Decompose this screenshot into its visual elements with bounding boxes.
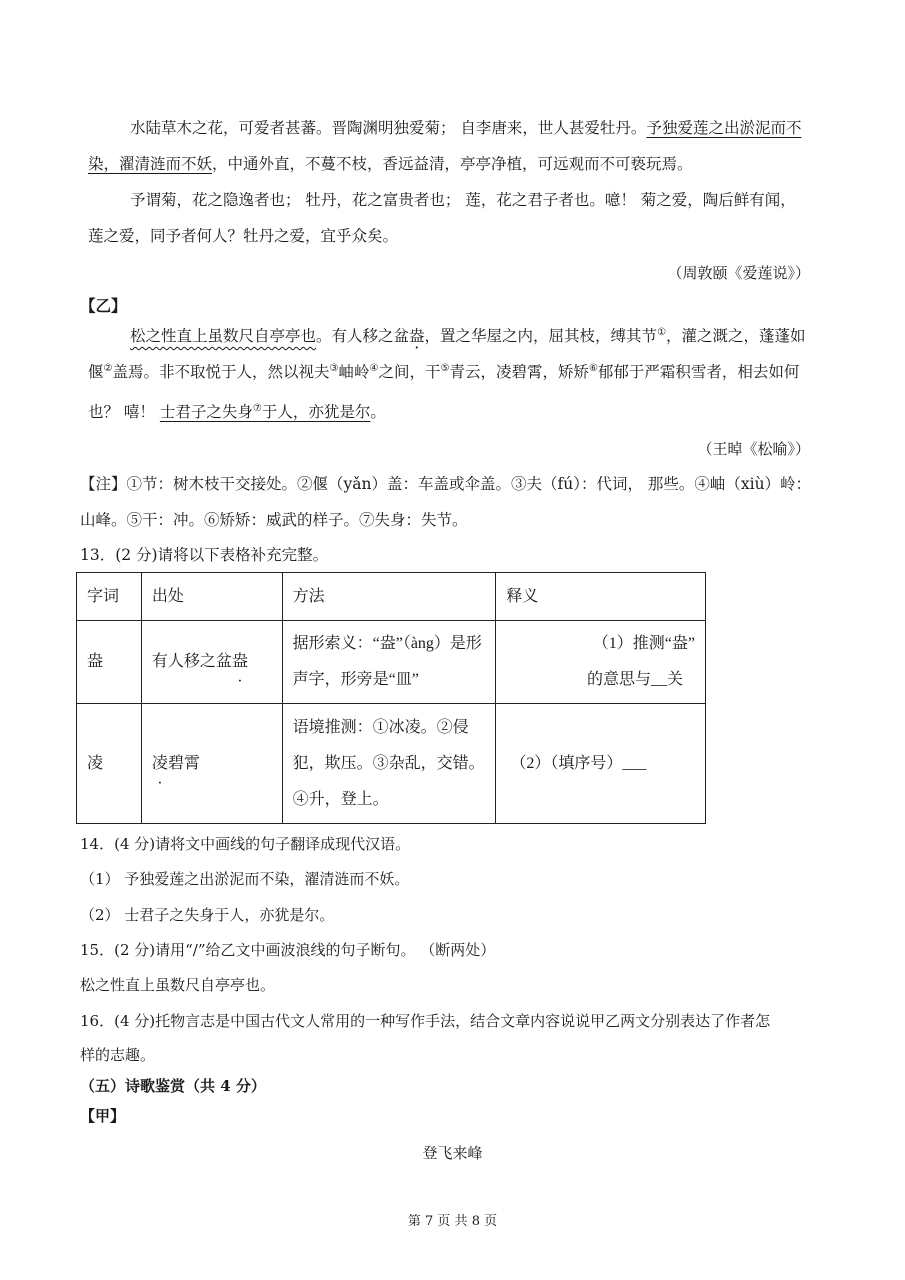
table-row bbox=[77, 704, 706, 824]
row2-source bbox=[141, 704, 282, 824]
row1-method: 据形索义：“盎”（àng）是形声字，形旁是“皿” bbox=[282, 621, 496, 704]
yi-wavy-sentence: 松之性直上虽数尺自亭亭也 bbox=[130, 327, 317, 345]
q16-line-1: 16．(4 分)托物言志是中国古代文人常用的一种写作手法，结合文章内容说说甲乙两文分别表达了作者怎 bbox=[80, 1012, 771, 1030]
row2-method: 语境推测：①冰凌。②侵犯，欺压。③杂乱，交错。④升，登上。 bbox=[282, 704, 496, 824]
row2-word: 凌 bbox=[77, 704, 142, 824]
row2-source-text: 碧霄 bbox=[167, 754, 200, 772]
jia-header: 【甲】 bbox=[80, 1107, 126, 1125]
note-ref-6: ⑥ bbox=[588, 363, 598, 374]
yi-line-2 bbox=[88, 362, 799, 382]
note-ref-1: ① bbox=[657, 327, 667, 338]
yi-line-1-b: ，置之华屋之内，屈其枝，缚其节 bbox=[424, 327, 658, 345]
q15-prompt: 15．(2 分)请用“/”给乙文中画波浪线的句子断句。 （断两处） bbox=[80, 941, 496, 959]
note-ref-7: ⑦ bbox=[252, 403, 262, 414]
jia-line-4: 莲之爱，同予者何人？牡丹之爱，宜乎众矣。 bbox=[88, 227, 399, 245]
header-meaning: 释义 bbox=[496, 573, 706, 621]
poem-title: 登飞来峰 bbox=[422, 1144, 483, 1162]
yi-line-2-c: 岫岭 bbox=[338, 363, 370, 381]
section-5-heading: （五）诗歌鉴赏（共 4 分） bbox=[80, 1077, 266, 1095]
row1-source-dotted: 盎 bbox=[231, 653, 248, 670]
note-ref-2: ② bbox=[103, 363, 113, 374]
q14-item-2: （2） 士君子之失身于人，亦犹是尔。 bbox=[80, 906, 335, 924]
row2-source-dotted: 凌 bbox=[151, 754, 168, 772]
q15-sentence: 松之性直上虽数尺自亭亭也。 bbox=[80, 976, 276, 994]
yi-underlined-part2: 于人，亦犹是尔 bbox=[261, 403, 371, 421]
yi-line-2-e: 青云，凌碧霄，矫矫 bbox=[449, 363, 589, 381]
yi-line-2-a: 偃 bbox=[88, 363, 104, 381]
yi-line-1-a: 。有人移之盆 bbox=[316, 327, 410, 345]
row1-meaning bbox=[496, 621, 706, 704]
jia-line-2 bbox=[88, 154, 693, 174]
yi-line-2-f: 郁郁于严霜积雪者，相去如何 bbox=[597, 363, 800, 381]
row1-word: 盎 bbox=[77, 621, 142, 704]
notes-line-2: 山峰。⑤干：冲。⑥矫矫：威武的样子。⑦失身：失节。 bbox=[80, 511, 468, 529]
page-footer: 第 7 页 共 8 页 bbox=[407, 1214, 498, 1229]
jia-source: （周敦颐《爱莲说》） bbox=[667, 264, 810, 282]
row1-meaning-line2: 的意思与__关 bbox=[586, 671, 683, 688]
jia-underlined-sentence-part2: 染，濯清涟而不妖 bbox=[88, 155, 213, 173]
q13-prompt: 13．(2 分)请将以下表格补充完整。 bbox=[80, 546, 329, 564]
row2-meaning: （2）（填序号）___ bbox=[496, 704, 706, 824]
jia-line-1-text: 水陆草木之花，可爱者甚蕃。晋陶渊明独爱菊； 自李唐来，世人甚爱牡丹。 bbox=[130, 119, 647, 137]
yi-line-2-b: 盖焉。非不取悦于人，然以视夫 bbox=[112, 363, 330, 381]
q16-line-2: 样的志趣。 bbox=[80, 1046, 156, 1064]
yi-line-1-c: ，灌之溉之，蓬蓬如 bbox=[666, 327, 806, 345]
notes-line-1: 【注】①节：树木枝干交接处。②偃（yǎn）盖：车盖或伞盖。③夫（fú）：代词， 那些。④岫（xiù）岭： bbox=[80, 475, 812, 493]
q14-item-1: （1） 予独爱莲之出淤泥而不染，濯清涟而不妖。 bbox=[80, 870, 410, 888]
yi-source: （王晫《松喻》） bbox=[697, 440, 810, 458]
yi-line-2-d: 之间，干 bbox=[378, 363, 441, 381]
yi-underlined-sentence bbox=[160, 403, 371, 421]
header-word: 字词 bbox=[77, 573, 142, 621]
table-row bbox=[77, 621, 706, 704]
jia-line-2-text: ，中通外直，不蔓不枝，香远益清，亭亭净植，可远观而不可亵玩焉。 bbox=[212, 155, 693, 173]
yi-line-3-a: 也？ 嘻！ bbox=[88, 403, 160, 421]
row1-source bbox=[141, 621, 282, 704]
row1-source-text: 有人移之盆 bbox=[151, 653, 232, 670]
yi-underlined-part1: 士君子之失身 bbox=[159, 403, 253, 421]
row1-meaning-line1: （1）推测“盎” bbox=[592, 635, 695, 652]
yi-line-3-end: 。 bbox=[370, 403, 386, 421]
jia-line-3: 予谓菊，花之隐逸者也； 牡丹，花之富贵者也； 莲，花之君子者也。噫！ 菊之爱，陶后鲜有闻， bbox=[130, 191, 796, 209]
jia-underlined-sentence-part1: 予独爱莲之出淤泥而不 bbox=[646, 119, 802, 137]
yi-line-1 bbox=[130, 326, 806, 346]
yi-dotted-char: 盎 bbox=[409, 327, 425, 345]
table-header-row bbox=[77, 573, 706, 621]
note-ref-5: ⑤ bbox=[440, 363, 450, 374]
q13-table bbox=[76, 572, 706, 824]
yi-line-3 bbox=[88, 402, 386, 422]
note-ref-4: ④ bbox=[369, 363, 379, 374]
note-ref-3: ③ bbox=[329, 363, 339, 374]
q14-prompt: 14．(4 分)请将文中画线的句子翻译成现代汉语。 bbox=[80, 835, 411, 853]
header-method: 方法 bbox=[282, 573, 496, 621]
yi-header: 【乙】 bbox=[80, 296, 127, 315]
header-source: 出处 bbox=[141, 573, 282, 621]
jia-line-1 bbox=[130, 118, 801, 138]
